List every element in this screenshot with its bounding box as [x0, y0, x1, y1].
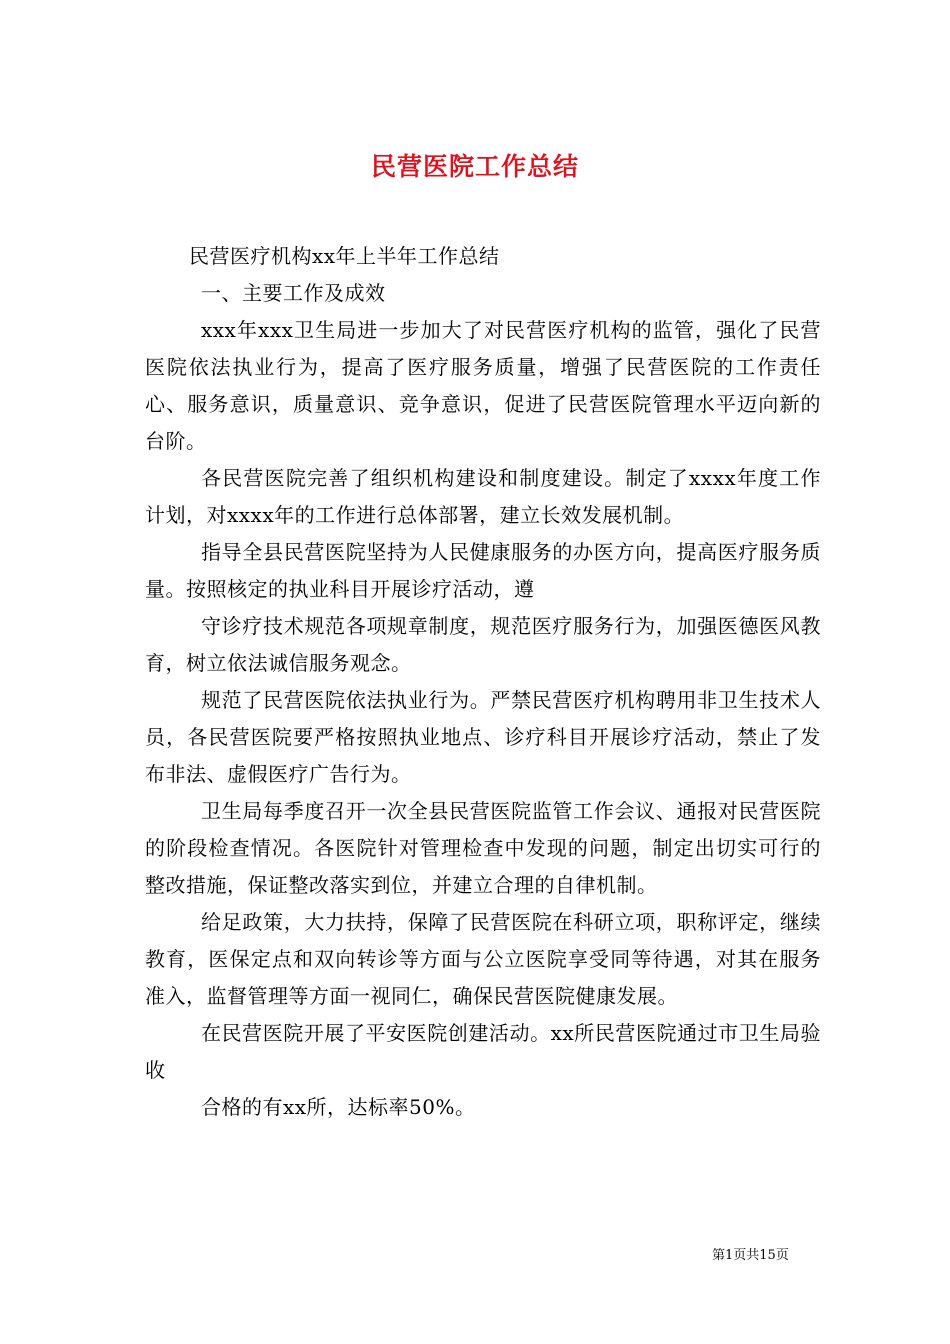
paragraph: 卫生局每季度召开一次全县民营医院监管工作会议、通报对民营医院的阶段检查情况。各医院针对管理检查中发现的问题，制定出切实可行的整改措施，保证整改落实到位，并建立合理的自律机制。 — [145, 799, 821, 897]
document-body — [145, 238, 821, 1126]
page-number: 第1页共15页 — [712, 1248, 789, 1263]
paragraph: 守诊疗技术规范各项规章制度，规范医疗服务行为，加强医德医风教育，树立依法诚信服务观念。 — [145, 614, 821, 675]
paragraph: 在民营医院开展了平安医院创建活动。xx所民营医院通过市卫生局验收 — [145, 1021, 821, 1082]
paragraph: xxx年xxx卫生局进一步加大了对民营医疗机构的监管，强化了民营医院依法执业行为，提高了医疗服务质量，增强了民营医院的工作责任心、服务意识，质量意识、竞争意识，促进了民营医院管理水平迈向新的台阶。 — [145, 318, 821, 453]
document-subtitle: 民营医疗机构xx年上半年工作总结 — [189, 244, 500, 268]
section-heading: 一、主要工作及成效 — [201, 281, 386, 305]
paragraph: 给足政策，大力扶持，保障了民营医院在科研立项，职称评定，继续教育，医保定点和双向转诊等方面与公立医院享受同等待遇，对其在服务准入，监督管理等方面一视同仁，确保民营医院健康发展。 — [145, 910, 821, 1008]
paragraph: 规范了民营医院依法执业行为。严禁民营医疗机构聘用非卫生技术人员，各民营医院要严格按照执业地点、诊疗科目开展诊疗活动，禁止了发布非法、虚假医疗广告行为。 — [145, 688, 821, 786]
paragraph: 各民营医院完善了组织机构建设和制度建设。制定了xxxx年度工作计划，对xxxx年的工作进行总体部署，建立长效发展机制。 — [145, 466, 821, 527]
document-title: 民营医院工作总结 — [370, 151, 579, 181]
paragraph: 合格的有xx所，达标率50%。 — [201, 1095, 476, 1119]
paragraph: 指导全县民营医院坚持为人民健康服务的办医方向，提高医疗服务质量。按照核定的执业科目开展诊疗活动，遵 — [145, 540, 821, 601]
